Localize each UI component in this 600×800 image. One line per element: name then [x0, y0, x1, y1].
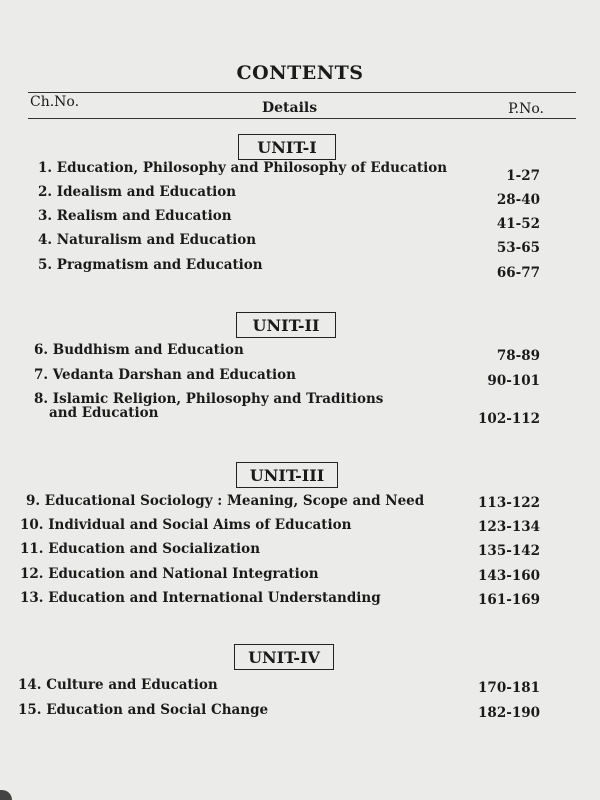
- unit-heading: UNIT-III: [236, 462, 338, 488]
- chapter-entry: [38, 232, 256, 248]
- chapter-entry: [34, 367, 296, 383]
- chapter-title: Education and National Integration: [48, 566, 319, 582]
- chapter-number: 13.: [20, 590, 44, 606]
- chapter-pages: 123-134: [478, 519, 540, 535]
- header-bottom-rule: [28, 118, 576, 119]
- chapter-entry: [34, 342, 244, 358]
- chapter-number: 8.: [34, 391, 49, 407]
- chapter-title: Educational Sociology : Meaning, Scope and Need: [44, 493, 425, 509]
- chapter-number: 5.: [38, 257, 53, 273]
- header-ch-no: Ch.No.: [30, 94, 80, 110]
- chapter-pages: 135-142: [478, 543, 540, 559]
- header-details: Details: [262, 100, 318, 116]
- chapter-pages: 143-160: [478, 568, 540, 584]
- chapter-entry: [38, 160, 447, 176]
- page-title: CONTENTS: [236, 62, 364, 84]
- chapter-entry: [38, 184, 236, 200]
- chapter-number: 4.: [38, 232, 53, 248]
- chapter-title: Vedanta Darshan and Education: [52, 367, 296, 383]
- chapter-entry: [20, 590, 381, 606]
- unit-heading: UNIT-II: [236, 312, 336, 338]
- chapter-title: Education and International Understanding: [48, 590, 381, 606]
- chapter-pages: 66-77: [496, 265, 540, 281]
- chapter-number: 14.: [18, 677, 42, 693]
- chapter-title: Culture and Education: [46, 677, 218, 693]
- chapter-entry: [20, 517, 351, 533]
- chapter-title: Naturalism and Education: [56, 232, 257, 248]
- chapter-number: 9.: [26, 493, 41, 509]
- chapter-title: Idealism and Education: [56, 184, 237, 200]
- chapter-title: Pragmatism and Education: [56, 257, 263, 273]
- chapter-pages: 41-52: [496, 216, 540, 232]
- chapter-pages: 28-40: [496, 192, 540, 208]
- page-corner-shadow: [0, 790, 12, 800]
- chapter-number: 10.: [20, 517, 44, 533]
- chapter-pages: 161-169: [478, 592, 540, 608]
- chapter-entry: [38, 208, 232, 224]
- chapter-number: 3.: [38, 208, 53, 224]
- unit-heading: UNIT-IV: [234, 644, 334, 670]
- chapter-entry: [26, 493, 424, 509]
- chapter-title-continued: and Education: [49, 405, 159, 421]
- chapter-pages: 78-89: [496, 348, 540, 364]
- header-top-rule: [28, 92, 576, 93]
- chapter-entry: [38, 257, 263, 273]
- chapter-number: 7.: [34, 367, 49, 383]
- chapter-number: 6.: [34, 342, 49, 358]
- chapter-pages: 1-27: [506, 168, 540, 184]
- chapter-title: Realism and Education: [56, 208, 232, 224]
- chapter-title: Individual and Social Aims of Education: [48, 517, 352, 533]
- chapter-pages: 102-112: [478, 411, 540, 427]
- chapter-pages: 170-181: [478, 680, 540, 696]
- chapter-title: Education and Socialization: [48, 541, 261, 557]
- chapter-pages: 90-101: [487, 373, 540, 389]
- chapter-number: 15.: [18, 702, 42, 718]
- chapter-title: Education, Philosophy and Philosophy of Education: [56, 160, 448, 176]
- chapter-title: Education and Social Change: [46, 702, 269, 718]
- chapter-entry: [18, 702, 268, 718]
- chapter-number: 2.: [38, 184, 53, 200]
- chapter-number: 11.: [20, 541, 44, 557]
- chapter-pages: 113-122: [478, 495, 540, 511]
- chapter-entry: [20, 566, 319, 582]
- chapter-number: 12.: [20, 566, 44, 582]
- chapter-pages: 182-190: [478, 705, 540, 721]
- unit-heading: UNIT-I: [238, 134, 336, 160]
- chapter-entry: [20, 541, 260, 557]
- chapter-pages: 53-65: [496, 240, 540, 256]
- header-p-no: P.No.: [508, 101, 544, 117]
- chapter-title: Buddhism and Education: [52, 342, 244, 358]
- chapter-title: Islamic Religion, Philosophy and Traditions: [52, 391, 384, 407]
- chapter-entry: [18, 677, 218, 693]
- chapter-number: 1.: [38, 160, 53, 176]
